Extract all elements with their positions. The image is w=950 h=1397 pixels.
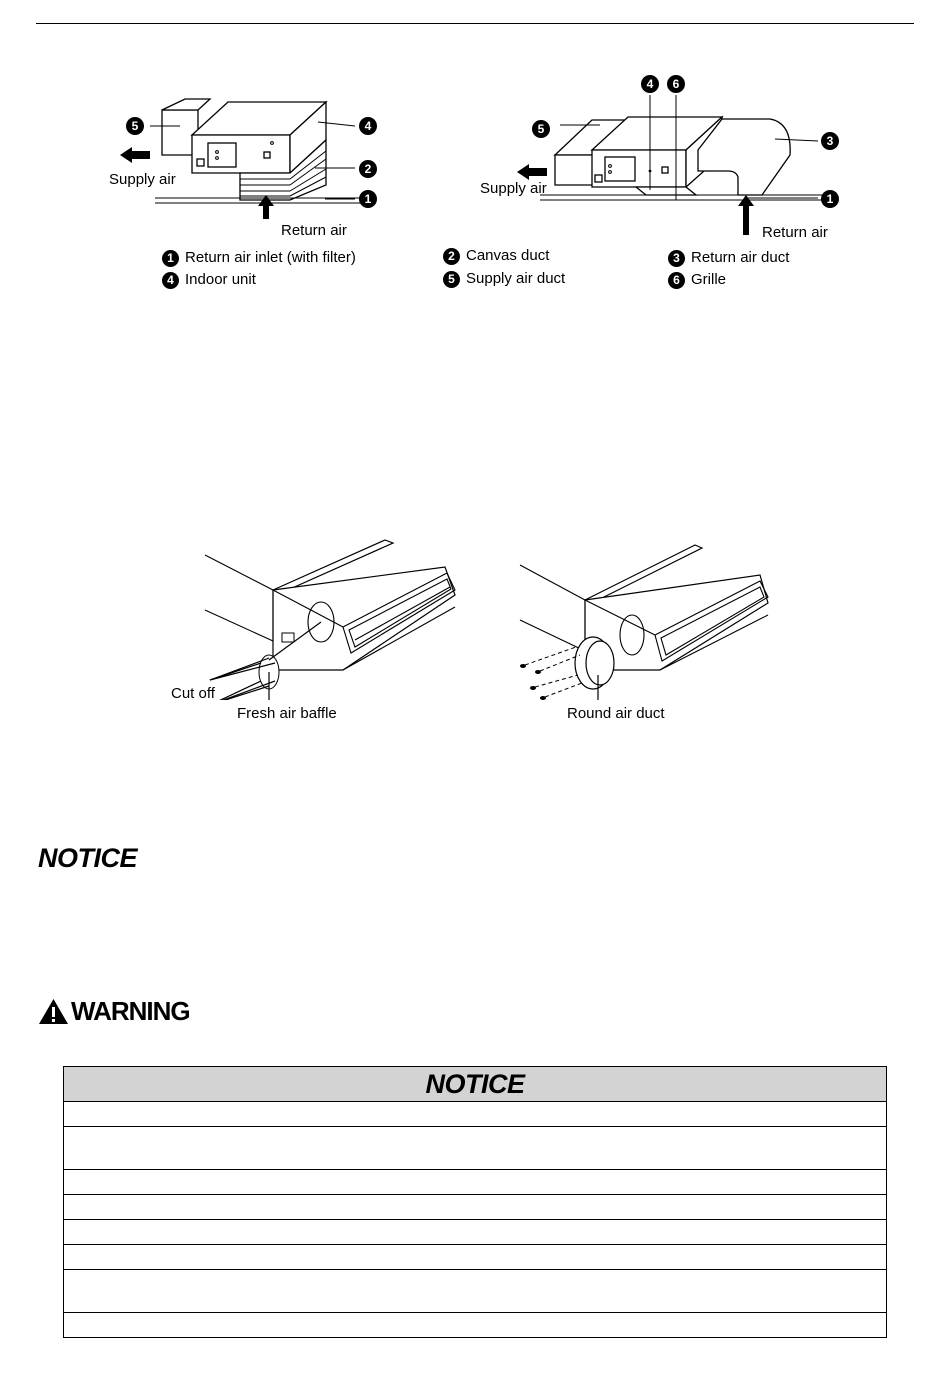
callout-1b: 1: [821, 190, 839, 208]
cut-off-label: Cut off: [171, 685, 215, 702]
notice-row: [64, 1127, 887, 1170]
legend-item-2: [443, 247, 549, 265]
supply-air-label: Supply air: [109, 171, 176, 188]
notice-table-title: NOTICE: [64, 1067, 887, 1102]
callout-6: 6: [667, 75, 685, 93]
legend-item-1: [162, 249, 356, 267]
legend-num: 2: [443, 248, 460, 265]
round-air-duct-label: Round air duct: [567, 705, 665, 722]
notice-row: [64, 1313, 887, 1338]
legend-item-4: [162, 271, 256, 289]
return-air-label-2: Return air: [762, 224, 828, 241]
callout-5b: 5: [532, 120, 550, 138]
legend-text: Supply air duct: [466, 270, 566, 287]
notice-row: [64, 1270, 887, 1313]
legend-num: 5: [443, 271, 460, 288]
warning-triangle-icon: [38, 998, 69, 1025]
supply-air-label-2: Supply air: [480, 180, 547, 197]
notice-row: [64, 1220, 887, 1245]
legend-text: Grille: [691, 271, 727, 288]
rear-return-diagram: [500, 95, 860, 245]
warning-heading: [38, 996, 190, 1027]
legend-item-6: [668, 271, 726, 289]
legend-num: 1: [162, 250, 179, 267]
notice-row: [64, 1195, 887, 1220]
callout-4b: 4: [641, 75, 659, 93]
legend-text: Return air duct: [691, 249, 790, 266]
callout-1: 1: [359, 190, 377, 208]
legend-text: Return air inlet (with filter): [185, 249, 356, 266]
legend-item-3: [668, 249, 789, 267]
header-rule: [36, 23, 914, 24]
legend-text: Canvas duct: [466, 247, 550, 264]
return-air-label: Return air: [281, 222, 347, 239]
callout-5: 5: [126, 117, 144, 135]
notice-row: [64, 1102, 887, 1127]
warning-heading-text: WARNING: [71, 996, 190, 1026]
notice-row: [64, 1245, 887, 1270]
legend-num: 3: [668, 250, 685, 267]
callout-2: 2: [359, 160, 377, 178]
notice-row: [64, 1170, 887, 1195]
bottom-return-diagram: [100, 95, 400, 245]
round-air-duct-diagram: [510, 535, 770, 700]
callout-4: 4: [359, 117, 377, 135]
legend-num: 4: [162, 272, 179, 289]
legend-item-5: [443, 270, 565, 288]
fresh-air-baffle-label: Fresh air baffle: [237, 705, 337, 722]
legend-num: 6: [668, 272, 685, 289]
notice-table: [63, 1066, 887, 1338]
notice-heading: NOTICE: [38, 843, 138, 873]
legend-text: Indoor unit: [185, 271, 256, 288]
callout-3: 3: [821, 132, 839, 150]
fresh-air-baffle-diagram: [165, 535, 465, 700]
